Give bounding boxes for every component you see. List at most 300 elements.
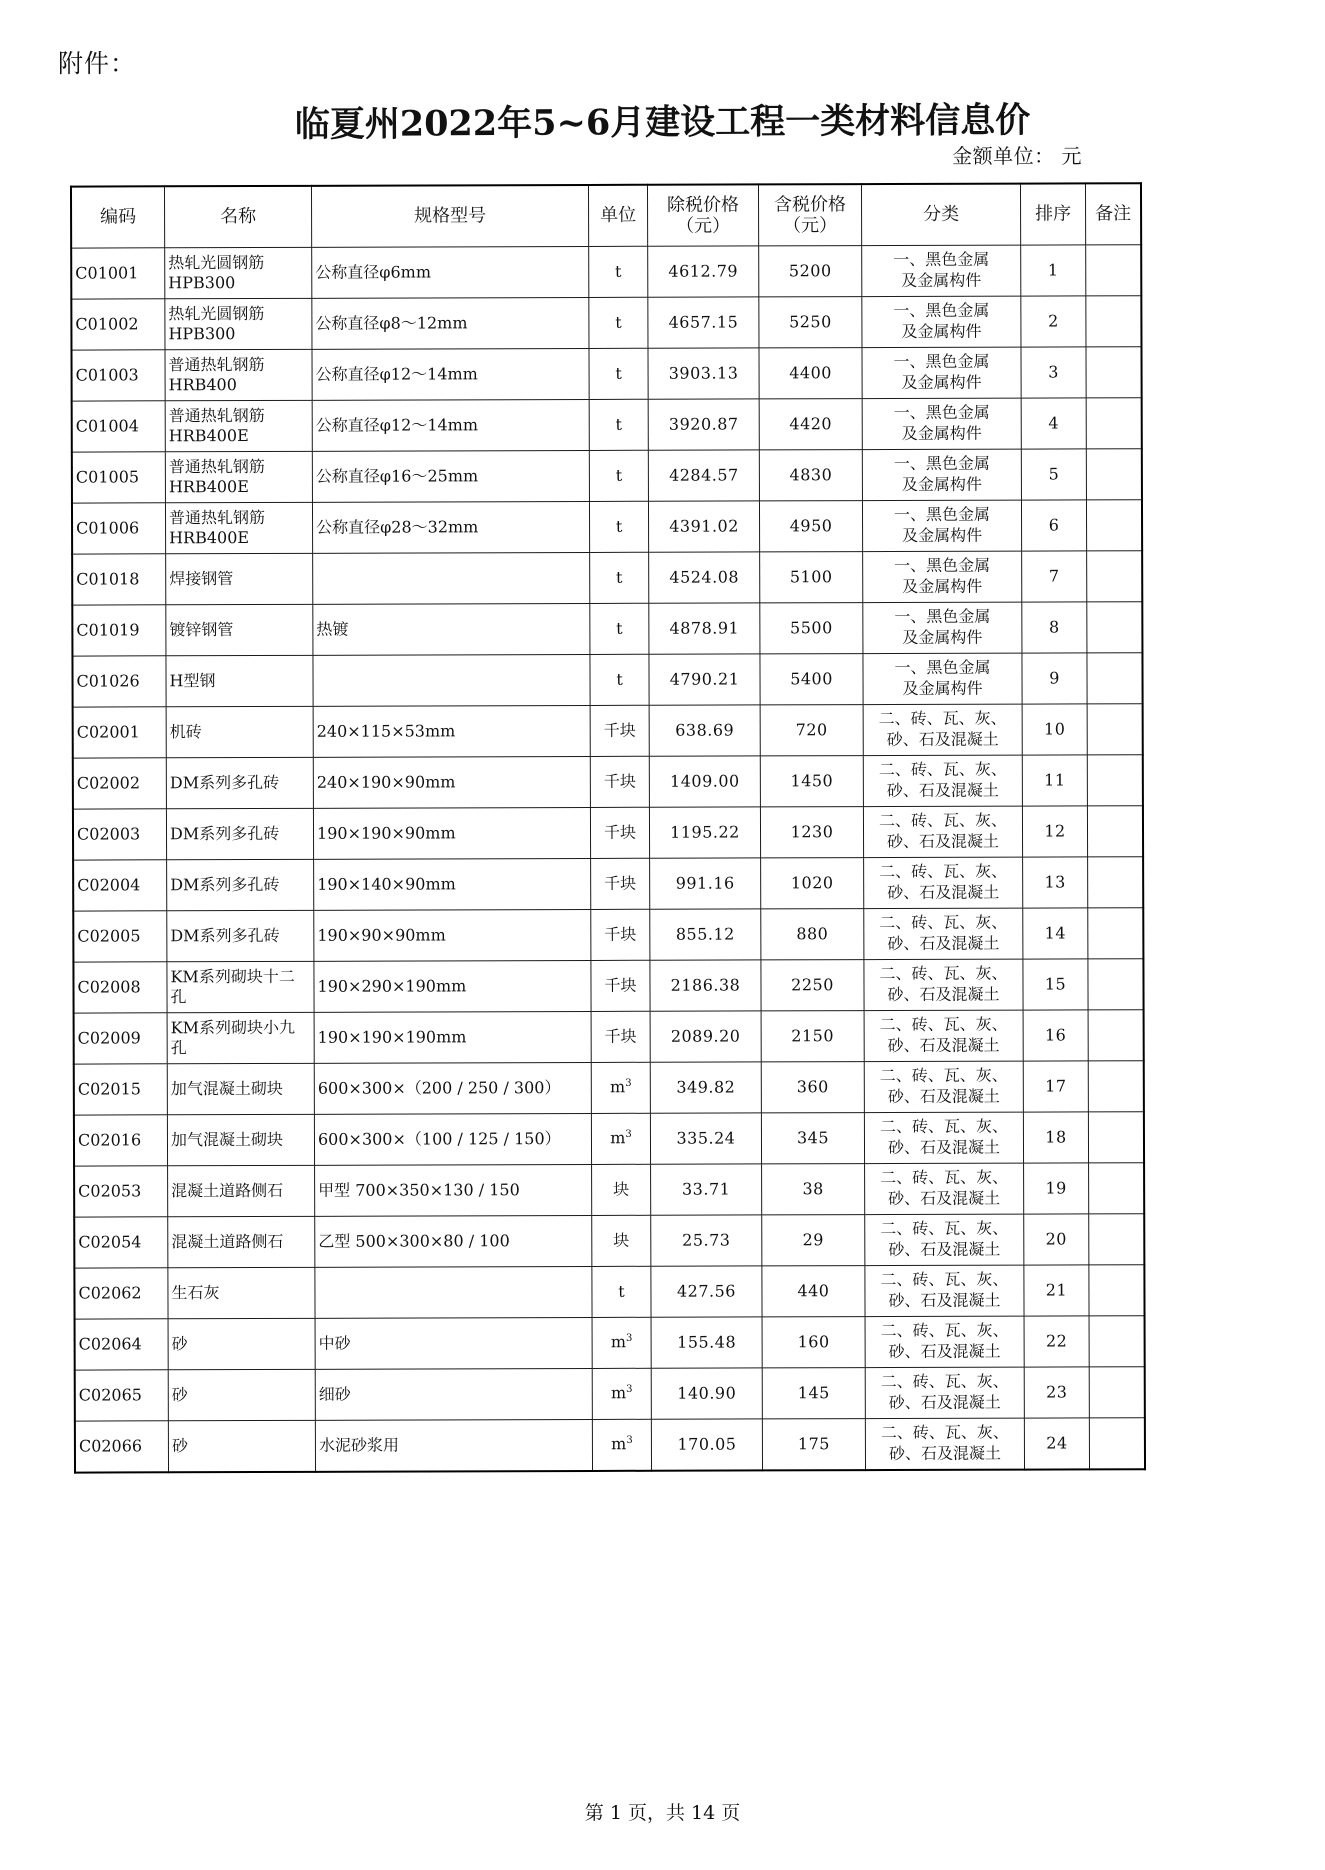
- cell-intax-price: 5100: [760, 552, 863, 603]
- cell-category: [865, 1265, 1024, 1316]
- cell-remark: [1088, 857, 1144, 908]
- cell-intax-price: 4400: [759, 348, 862, 399]
- cell-category-line1: 一、黑色金属: [893, 300, 990, 321]
- cell-code: C02066: [75, 1421, 169, 1473]
- cell-name: [165, 400, 312, 451]
- cell-category-line1: 一、黑色金属: [893, 453, 990, 474]
- cell-name: [168, 1420, 315, 1472]
- cell-order: 23: [1024, 1367, 1089, 1418]
- cell-name-line1: 普通热轧钢筋: [168, 354, 265, 375]
- cell-category-line1: 二、砖、瓦、灰、: [879, 1116, 1008, 1137]
- cell-unit: t: [589, 348, 648, 399]
- cell-order: 15: [1023, 959, 1088, 1010]
- cell-remark: [1088, 1112, 1144, 1163]
- cell-category-line2: 及金属构件: [902, 627, 983, 647]
- table-row: [74, 1112, 1144, 1166]
- cell-extax-price: 170.05: [651, 1419, 762, 1471]
- cell-extax-price: 155.48: [651, 1317, 762, 1368]
- table-row: [74, 1010, 1144, 1064]
- cell-category-line1: 一、黑色金属: [893, 351, 990, 372]
- cell-spec: 公称直径φ12～14mm: [312, 348, 589, 400]
- cell-category: [863, 602, 1022, 653]
- column-header-intax: [758, 184, 861, 246]
- table-row: [72, 398, 1142, 452]
- column-header-remark: 备注: [1085, 183, 1141, 245]
- cell-order: 9: [1022, 653, 1087, 704]
- cell-remark: [1088, 1010, 1144, 1061]
- cell-extax-price: 4524.08: [649, 552, 760, 603]
- cell-code: C02002: [73, 758, 167, 809]
- cell-remark: [1086, 347, 1142, 398]
- page-footer: 第 1 页，共 14 页: [584, 1802, 741, 1824]
- cell-intax-price: 175: [762, 1419, 865, 1471]
- cell-name: [168, 1216, 315, 1267]
- cell-order: 22: [1024, 1316, 1089, 1367]
- cell-intax-price: 440: [762, 1266, 865, 1317]
- cell-category: [862, 449, 1021, 500]
- cell-unit: 千块: [591, 858, 650, 909]
- cell-extax-price: 349.82: [650, 1062, 761, 1113]
- table-row: [72, 500, 1142, 554]
- cell-category-line1: 二、砖、瓦、灰、: [880, 1371, 1009, 1392]
- cell-order: 2: [1021, 296, 1086, 347]
- cell-category-line1: 二、砖、瓦、灰、: [880, 1167, 1009, 1188]
- cell-spec: 公称直径φ12～14mm: [312, 399, 589, 451]
- cell-name-line1: 加气混凝土砌块: [170, 1078, 283, 1099]
- cell-remark: [1088, 959, 1144, 1010]
- cell-name-line2: HRB400: [168, 375, 237, 395]
- cell-name-line1: 生石灰: [171, 1283, 220, 1303]
- table-row: [75, 1367, 1145, 1421]
- cell-code: C01019: [72, 605, 166, 656]
- cell-unit: t: [589, 297, 648, 348]
- column-header-unit: 单位: [588, 185, 647, 247]
- cell-category: [864, 857, 1023, 908]
- cell-spec: 240×190×90mm: [313, 756, 590, 808]
- cell-name-line1: DM系列多孔砖: [169, 823, 280, 844]
- cell-remark: [1089, 1265, 1145, 1316]
- cell-spec: 190×140×90mm: [314, 858, 591, 910]
- cell-code: C02054: [74, 1217, 168, 1268]
- cell-category-line2: 砂、石及混凝土: [886, 831, 1000, 852]
- table-header-row: [71, 183, 1141, 248]
- cell-order: 17: [1023, 1061, 1088, 1112]
- cell-name: [166, 604, 313, 655]
- cell-extax-price: 1409.00: [649, 756, 760, 807]
- cell-intax-price: 160: [762, 1317, 865, 1368]
- cell-extax-price: 3903.13: [648, 348, 759, 399]
- cell-name-line1: 热轧光圆钢筋: [168, 303, 265, 324]
- cell-name: [168, 1369, 315, 1420]
- table-row: [74, 1214, 1144, 1268]
- cell-category-line2: 砂、石及混凝土: [888, 1239, 1001, 1260]
- cell-unit: 千块: [591, 960, 650, 1011]
- cell-name-line1: DM系列多孔砖: [169, 772, 280, 793]
- cell-code: C02053: [74, 1166, 168, 1217]
- cell-order: 14: [1023, 908, 1088, 959]
- cell-unit: t: [589, 450, 648, 501]
- table-row: [72, 551, 1142, 605]
- cell-spec: 乙型 500×300×80 / 100: [315, 1215, 592, 1267]
- cell-spec: 甲型 700×350×130 / 150: [315, 1164, 592, 1216]
- cell-name-line1: 热轧光圆钢筋: [168, 252, 265, 273]
- cell-unit: 千块: [590, 756, 649, 807]
- cell-order: 21: [1024, 1265, 1089, 1316]
- cell-extax-price: 4284.57: [648, 450, 759, 501]
- cell-code: C01003: [71, 350, 165, 401]
- cell-code: C01001: [71, 248, 165, 299]
- cell-category: [863, 755, 1022, 806]
- cell-intax-price: 4830: [759, 450, 862, 501]
- cell-order: 11: [1022, 755, 1087, 806]
- cell-category-line2: 及金属构件: [901, 423, 982, 443]
- cell-order: 20: [1024, 1214, 1089, 1265]
- cell-category: [865, 1214, 1024, 1265]
- cell-order: 8: [1022, 602, 1087, 653]
- column-header-extax: [647, 184, 758, 246]
- cell-code: C02004: [73, 860, 167, 911]
- cell-code: C01004: [72, 401, 166, 452]
- cell-remark: [1086, 500, 1142, 551]
- cell-intax-price: 720: [760, 705, 863, 756]
- table-row: [74, 1061, 1144, 1115]
- cell-spec: 水泥砂浆用: [315, 1419, 592, 1471]
- cell-unit: t: [590, 603, 649, 654]
- amount-unit-note: 金额单位： 元: [952, 144, 1082, 168]
- table-row: [73, 959, 1143, 1013]
- cell-unit: $m^3$: [592, 1317, 651, 1368]
- cell-category: [864, 959, 1023, 1010]
- cell-name: [166, 553, 313, 604]
- cell-name: [167, 859, 314, 910]
- cell-name-line1: 砂: [171, 1334, 188, 1354]
- cell-intax-price: 38: [762, 1164, 865, 1215]
- cell-unit: 块: [592, 1164, 651, 1215]
- cell-spec: 热镀: [313, 603, 590, 655]
- cell-code: C02001: [73, 707, 167, 758]
- cell-intax-price: 1450: [760, 756, 863, 807]
- cell-category-line1: 二、砖、瓦、灰、: [879, 963, 1008, 984]
- cell-category-line2: 砂、石及混凝土: [887, 933, 1000, 954]
- cell-intax-price: 2150: [761, 1011, 864, 1062]
- column-header-extax-line1: 除税价格: [667, 194, 740, 216]
- table-row: [71, 347, 1141, 401]
- cell-category-line1: 一、黑色金属: [893, 504, 991, 525]
- table-row: [71, 245, 1141, 299]
- page-title: 临夏州2022年5~6月建设工程一类材料信息价: [294, 99, 1031, 146]
- cell-name-line1: 加气混凝土砌块: [170, 1129, 284, 1150]
- cell-order: 4: [1021, 398, 1086, 449]
- cell-unit: t: [589, 501, 648, 552]
- cell-name: [167, 1012, 314, 1063]
- cell-spec: 公称直径φ8～12mm: [312, 297, 589, 349]
- column-header-intax-line1: 含税价格: [774, 193, 847, 216]
- cell-extax-price: 638.69: [649, 705, 760, 756]
- material-price-table: [70, 182, 1146, 1473]
- column-header-extax-line2: （元）: [676, 215, 731, 237]
- cell-category-line1: 一、黑色金属: [893, 402, 990, 423]
- column-header-category: 分类: [861, 184, 1020, 246]
- cell-spec: 公称直径φ16～25mm: [312, 450, 589, 502]
- cell-category-line2: 砂、石及混凝土: [887, 1086, 1000, 1107]
- cell-category-line2: 及金属构件: [901, 474, 982, 494]
- cell-spec: 公称直径φ6mm: [312, 246, 589, 298]
- cell-order: 5: [1021, 449, 1086, 500]
- cell-category: [864, 1061, 1023, 1112]
- cell-intax-price: 345: [761, 1113, 864, 1164]
- cell-unit: $m^3$: [592, 1419, 651, 1471]
- cell-name: [165, 502, 312, 553]
- cell-intax-price: 880: [761, 909, 864, 960]
- cell-category-line1: 一、黑色金属: [893, 249, 990, 270]
- cell-category-line2: 砂、石及混凝土: [886, 780, 999, 801]
- cell-extax-price: 25.73: [651, 1215, 762, 1266]
- cell-intax-price: 360: [761, 1062, 864, 1113]
- cell-intax-price: 4420: [759, 399, 862, 450]
- cell-category: [864, 1112, 1023, 1163]
- cell-category: [862, 296, 1021, 347]
- cell-intax-price: 29: [762, 1215, 865, 1266]
- cell-category: [863, 704, 1022, 755]
- cell-extax-price: 1195.22: [649, 807, 760, 858]
- cell-order: 3: [1021, 347, 1086, 398]
- cell-name: [166, 757, 313, 808]
- table-row: [72, 653, 1142, 707]
- cell-spec: 240×115×53mm: [313, 705, 590, 757]
- cell-extax-price: 4391.02: [648, 501, 759, 552]
- cell-unit: t: [589, 246, 648, 297]
- cell-name-line2: HRB400E: [168, 477, 249, 497]
- cell-name-line1: 普通热轧钢筋: [168, 405, 265, 426]
- cell-category-line2: 砂、石及混凝土: [886, 729, 999, 750]
- cell-unit: t: [590, 552, 649, 603]
- cell-name: [165, 298, 312, 349]
- table-head: [71, 183, 1141, 248]
- cell-code: C01026: [72, 656, 166, 707]
- cell-name-line1: 焊接钢管: [169, 569, 234, 589]
- cell-spec: 190×190×190mm: [314, 1011, 591, 1063]
- cell-category-line2: 砂、石及混凝土: [887, 1035, 1000, 1056]
- cell-category: [862, 500, 1021, 551]
- cell-remark: [1087, 704, 1143, 755]
- cell-remark: [1086, 245, 1142, 296]
- cell-unit: $m^3$: [591, 1113, 650, 1164]
- cell-category-line1: 一、黑色金属: [894, 606, 991, 627]
- table-row: [74, 1163, 1144, 1217]
- column-header-name: 名称: [164, 186, 311, 248]
- cell-name-line1: 砂: [171, 1385, 188, 1405]
- cell-name-line1: 镀锌钢管: [169, 620, 234, 640]
- cell-code: C01005: [72, 452, 166, 503]
- cell-spec: 600×300×（100 / 125 / 150）: [314, 1113, 591, 1165]
- cell-category-line2: 砂、石及混凝土: [888, 1290, 1001, 1311]
- cell-order: 12: [1022, 806, 1087, 857]
- cell-name: [168, 1165, 315, 1216]
- cell-remark: [1088, 908, 1144, 959]
- cell-code: C02008: [73, 962, 167, 1013]
- table-row: [75, 1418, 1145, 1473]
- cell-remark: [1088, 1061, 1144, 1112]
- cell-category: [862, 245, 1021, 296]
- cell-unit: 千块: [590, 705, 649, 756]
- cell-order: 18: [1023, 1112, 1088, 1163]
- cell-spec: [313, 552, 590, 604]
- cell-order: 1: [1021, 245, 1086, 296]
- cell-remark: [1086, 398, 1142, 449]
- cell-extax-price: 3920.87: [648, 399, 759, 450]
- cell-name: [166, 706, 313, 757]
- cell-name-line1: 砂: [171, 1436, 188, 1456]
- cell-name: [166, 808, 313, 859]
- cell-name: [167, 1063, 314, 1114]
- cell-name-line1: 混凝土道路侧石: [171, 1231, 284, 1252]
- table-row: [74, 1265, 1144, 1319]
- cell-name-line1: KM系列砌块十二孔: [170, 966, 295, 1007]
- cell-unit: t: [592, 1266, 651, 1317]
- cell-code: C01006: [72, 503, 166, 554]
- cell-remark: [1089, 1316, 1145, 1367]
- cell-name-line1: KM系列砌块小九孔: [170, 1017, 295, 1058]
- table-row: [73, 806, 1143, 860]
- cell-intax-price: 4950: [759, 501, 862, 552]
- cell-name-line2: HPB300: [168, 273, 236, 293]
- cell-order: 13: [1023, 857, 1088, 908]
- column-header-spec: 规格型号: [311, 185, 588, 247]
- cell-code: C02005: [73, 911, 167, 962]
- cell-extax-price: 2186.38: [650, 960, 761, 1011]
- attachment-label: 附件：: [58, 49, 137, 78]
- column-header-code: 编码: [71, 186, 165, 248]
- cell-order: 7: [1022, 551, 1087, 602]
- cell-remark: [1087, 551, 1143, 602]
- cell-category-line1: 二、砖、瓦、灰、: [878, 759, 1007, 780]
- cell-name: [165, 451, 312, 502]
- cell-name: [168, 1318, 315, 1369]
- cell-category-line2: 及金属构件: [901, 270, 982, 290]
- cell-code: C02009: [74, 1013, 168, 1064]
- cell-intax-price: 2250: [761, 960, 864, 1011]
- cell-category: [862, 347, 1021, 398]
- cell-spec: 公称直径φ28～32mm: [312, 501, 589, 553]
- cell-intax-price: 5500: [760, 603, 863, 654]
- cell-category-line1: 二、砖、瓦、灰、: [878, 708, 1007, 729]
- cell-category-line2: 及金属构件: [902, 525, 983, 545]
- cell-code: C02065: [75, 1370, 169, 1421]
- cell-remark: [1089, 1418, 1145, 1470]
- cell-extax-price: 855.12: [650, 909, 761, 960]
- cell-order: 10: [1022, 704, 1087, 755]
- table-row: [71, 296, 1141, 350]
- cell-extax-price: 335.24: [650, 1113, 761, 1164]
- cell-name-line1: 普通热轧钢筋: [168, 456, 265, 477]
- cell-code: C02062: [74, 1268, 168, 1319]
- cell-spec: [315, 1266, 592, 1318]
- cell-name-line1: 混凝土道路侧石: [171, 1180, 284, 1201]
- cell-category-line2: 砂、石及混凝土: [887, 882, 1000, 903]
- cell-intax-price: 1020: [761, 858, 864, 909]
- cell-remark: [1087, 755, 1143, 806]
- cell-spec: 600×300×（200 / 250 / 300）: [314, 1062, 591, 1114]
- cell-intax-price: 5250: [759, 297, 862, 348]
- cell-intax-price: 145: [762, 1368, 865, 1419]
- cell-extax-price: 140.90: [651, 1368, 762, 1419]
- cell-name-line1: 机砖: [169, 722, 202, 742]
- column-header-intax-line2: （元）: [783, 215, 838, 237]
- cell-intax-price: 5200: [759, 246, 862, 297]
- cell-remark: [1089, 1163, 1145, 1214]
- cell-code: C01018: [72, 554, 166, 605]
- cell-spec: 190×290×190mm: [314, 960, 591, 1012]
- cell-extax-price: 991.16: [650, 858, 761, 909]
- cell-category-line1: 二、砖、瓦、灰、: [880, 1320, 1009, 1341]
- cell-remark: [1087, 602, 1143, 653]
- cell-category-line2: 砂、石及混凝土: [888, 1188, 1001, 1209]
- cell-category: [865, 1367, 1024, 1418]
- cell-code: C01002: [71, 299, 165, 350]
- cell-unit: $m^3$: [592, 1368, 651, 1419]
- table-body: [71, 245, 1145, 1473]
- price-table-wrapper: [70, 182, 1132, 1473]
- cell-remark: [1086, 449, 1142, 500]
- cell-name-line2: HRB400E: [168, 426, 249, 446]
- cell-code: C02003: [73, 809, 167, 860]
- cell-remark: [1086, 296, 1142, 347]
- cell-code: C02015: [74, 1064, 168, 1115]
- cell-category: [863, 806, 1022, 857]
- table-row: [75, 1316, 1145, 1370]
- cell-category-line1: 二、砖、瓦、灰、: [878, 810, 1008, 831]
- cell-category-line1: 二、砖、瓦、灰、: [879, 861, 1008, 882]
- cell-category: [863, 653, 1022, 704]
- cell-name: [165, 247, 312, 298]
- cell-extax-price: 4612.79: [648, 246, 759, 297]
- cell-intax-price: 5400: [760, 654, 863, 705]
- cell-category-line2: 及金属构件: [901, 321, 982, 341]
- cell-order: 24: [1024, 1418, 1089, 1470]
- cell-name-line1: DM系列多孔砖: [170, 874, 280, 895]
- cell-extax-price: 4657.15: [648, 297, 759, 348]
- cell-unit: 块: [592, 1215, 651, 1266]
- cell-name: [167, 1114, 314, 1165]
- cell-unit: $m^3$: [591, 1062, 650, 1113]
- cell-order: 16: [1023, 1010, 1088, 1061]
- cell-category-line1: 二、砖、瓦、灰、: [879, 1065, 1008, 1086]
- cell-category-line1: 一、黑色金属: [894, 657, 991, 678]
- cell-extax-price: 4878.91: [649, 603, 760, 654]
- cell-unit: t: [589, 399, 648, 450]
- table-row: [72, 449, 1142, 503]
- cell-unit: t: [590, 654, 649, 705]
- cell-unit: 千块: [591, 909, 650, 960]
- cell-remark: [1089, 1367, 1145, 1418]
- cell-intax-price: 1230: [760, 807, 863, 858]
- cell-spec: [313, 654, 590, 706]
- cell-category: [863, 551, 1022, 602]
- cell-category-line2: 砂、石及混凝土: [887, 1137, 1001, 1158]
- table-row: [73, 857, 1143, 911]
- cell-category-line2: 及金属构件: [902, 678, 983, 698]
- cell-name: [166, 655, 313, 706]
- cell-category-line1: 二、砖、瓦、灰、: [879, 912, 1008, 933]
- cell-remark: [1089, 1214, 1145, 1265]
- cell-category-line2: 砂、石及混凝土: [888, 1341, 1001, 1362]
- cell-category: [865, 1163, 1024, 1214]
- cell-remark: [1087, 653, 1143, 704]
- cell-category: [865, 1418, 1024, 1470]
- table-row: [72, 602, 1142, 656]
- cell-category: [862, 398, 1021, 449]
- cell-category-line2: 及金属构件: [901, 372, 982, 392]
